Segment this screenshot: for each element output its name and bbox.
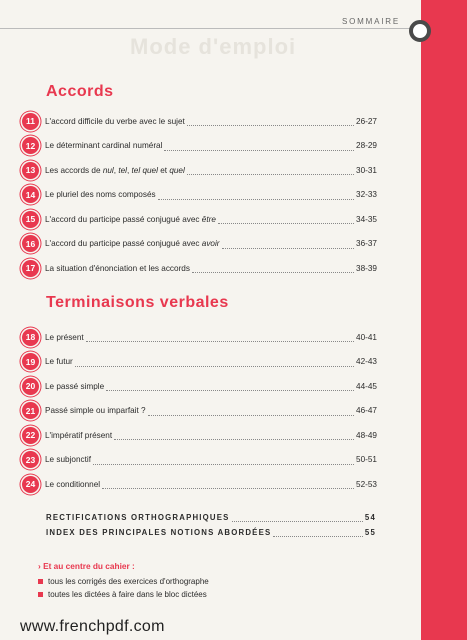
center-notes [38, 561, 383, 603]
leader-dots [102, 479, 354, 489]
toc-pages: 30-31 [356, 165, 377, 175]
leader-dots [114, 430, 354, 440]
toc-pages: 28-29 [356, 141, 377, 150]
section-title-accords: Accords [46, 83, 114, 100]
leader-dots [273, 528, 363, 537]
leader-dots [106, 381, 354, 391]
toc-label: Le passé simple [45, 381, 105, 391]
center-title: › Et au centre du cahier : [38, 561, 135, 571]
toc-entry-17[interactable] [22, 260, 377, 276]
toc-label: Le conditionnel [45, 479, 101, 489]
extra-label: INDEX DES PRINCIPALES NOTIONS ABORDÉES [46, 528, 272, 537]
leader-dots [93, 455, 354, 465]
toc-pages: 46-47 [356, 406, 377, 415]
toc-pages: 40-41 [356, 332, 377, 342]
toc-entry-12[interactable] [22, 138, 377, 154]
leader-dots [148, 406, 354, 416]
header-label: SOMMAIRE [342, 17, 400, 26]
toc-label: Passé simple ou imparfait ? [45, 406, 146, 415]
toc-pages: 26-27 [356, 116, 377, 126]
chapter-number-badge: 20 [22, 378, 39, 395]
toc-label: L'impératif présent [45, 430, 113, 440]
toc-pages: 52-53 [356, 479, 377, 489]
ghost-heading: Mode d'emploi [130, 34, 297, 59]
toc-pages: 50-51 [356, 455, 377, 464]
chapter-number-badge: 12 [22, 137, 39, 154]
leader-dots [164, 141, 354, 151]
leader-dots [158, 190, 354, 200]
toc-pages: 44-45 [356, 381, 377, 391]
chapter-number-badge: 11 [22, 113, 39, 130]
leader-dots [75, 357, 354, 367]
toc-label: Les accords de nul, tel, tel quel et quel [45, 165, 185, 175]
toc-entry-23[interactable] [22, 452, 377, 468]
chapter-number-badge: 21 [22, 402, 39, 419]
toc-label: Le subjonctif [45, 455, 91, 464]
toc-entry-24[interactable] [22, 476, 377, 492]
chapter-number-badge: 18 [22, 329, 39, 346]
toc-pages: 42-43 [356, 357, 377, 366]
ring-icon [409, 20, 431, 42]
chapter-number-badge: 15 [22, 211, 39, 228]
leader-dots [187, 165, 354, 175]
section-title-terminaisons: Terminaisons verbales [46, 294, 229, 311]
center-item [38, 577, 383, 586]
toc-entry-11[interactable] [22, 113, 377, 129]
chapter-number-badge: 19 [22, 353, 39, 370]
toc-entry-15[interactable] [22, 211, 377, 227]
leader-dots [192, 263, 354, 273]
toc-pages: 34-35 [356, 214, 377, 224]
toc-entry-16[interactable] [22, 236, 377, 252]
toc-entry-22[interactable] [22, 427, 377, 443]
toc-label: La situation d'énonciation et les accords [45, 263, 190, 273]
leader-dots [218, 214, 354, 224]
extra-index[interactable] [46, 528, 376, 537]
toc-pages: 38-39 [356, 263, 377, 273]
toc-label: Le déterminant cardinal numéral [45, 141, 163, 150]
center-item-text: toutes les dictées à faire dans le bloc dictées [48, 590, 207, 599]
chapter-number-badge: 24 [22, 476, 39, 493]
toc-label: L'accord difficile du verbe avec le sujet [45, 116, 185, 126]
chapter-number-badge: 16 [22, 235, 39, 252]
leader-dots [86, 332, 354, 342]
extra-rectifications[interactable] [46, 513, 376, 522]
toc-entry-18[interactable] [22, 329, 377, 345]
toc-pages: 32-33 [356, 190, 377, 199]
toc-entry-19[interactable] [22, 354, 377, 370]
leader-dots [187, 116, 354, 126]
toc-label: L'accord du participe passé conjugué avec être [45, 214, 216, 224]
toc-pages: 36-37 [356, 239, 377, 248]
toc-entry-21[interactable] [22, 403, 377, 419]
chapter-number-badge: 22 [22, 427, 39, 444]
extra-label: RECTIFICATIONS ORTHOGRAPHIQUES [46, 513, 230, 522]
chapter-number-badge: 13 [22, 162, 39, 179]
toc-entry-13[interactable] [22, 162, 377, 178]
leader-dots [222, 239, 355, 249]
center-item-text: tous les corrigés des exercices d'orthographe [48, 577, 209, 586]
toc-entry-20[interactable] [22, 378, 377, 394]
toc-entry-14[interactable] [22, 187, 377, 203]
chapter-number-badge: 14 [22, 186, 39, 203]
bullet-square-icon [38, 592, 43, 597]
chapter-number-badge: 17 [22, 260, 39, 277]
leader-dots [232, 513, 363, 522]
bullet-square-icon [38, 579, 43, 584]
chapter-number-badge: 23 [22, 451, 39, 468]
toc-label: Le présent [45, 332, 84, 342]
center-item [38, 590, 383, 599]
toc-label: Le futur [45, 357, 73, 366]
red-side-band [421, 0, 467, 640]
toc-pages: 48-49 [356, 430, 377, 440]
footer-url[interactable]: www.frenchpdf.com [20, 618, 165, 635]
extra-pages: 54 [364, 513, 376, 522]
header-rule [0, 28, 425, 29]
toc-label: L'accord du participe passé conjugué avec avoir [45, 239, 220, 248]
toc-label: Le pluriel des noms composés [45, 190, 156, 199]
extra-pages: 55 [364, 528, 376, 537]
